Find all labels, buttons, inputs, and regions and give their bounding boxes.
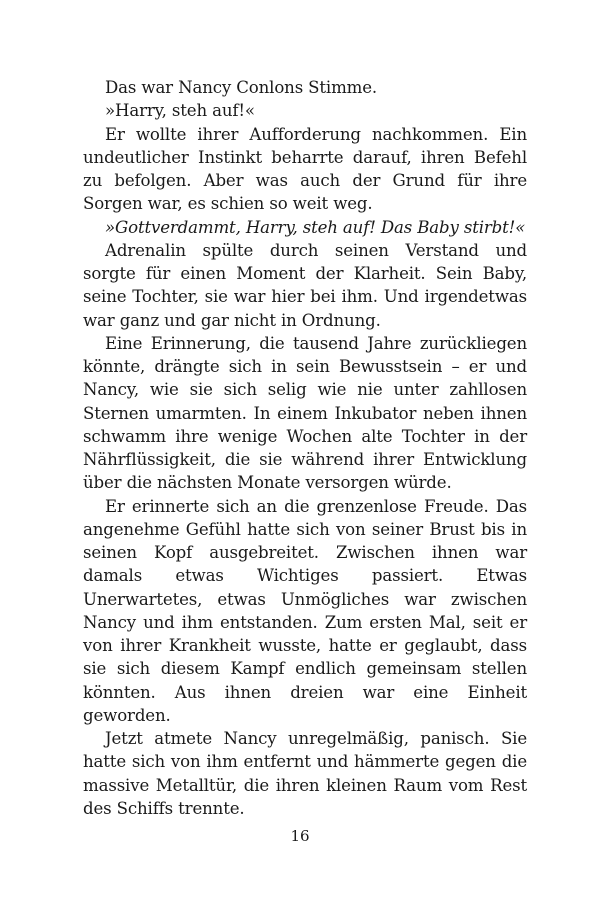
paragraph: Er wollte ihrer Aufforderung nachkommen. Ein undeutlicher Instinkt beharrte darauf, ihren Befehl zu befolgen. Aber was auch der Grund für ihre Sorgen war, es schien so weit weg. [83,124,527,214]
paragraph: Adrenalin spülte durch seinen Verstand und sorgte für einen Moment der Klarheit. Sein Baby, seine Tochter, sie war hier bei ihm. Und irgendetwas war ganz und gar nicht in Ordnung. [83,240,527,330]
paragraph: Das war Nancy Conlons Stimme. [105,78,378,97]
paragraph: Er erinnerte sich an die grenzenlose Freude. Das angenehme Gefühl hatte sich von seiner Brust bis in seinen Kopf ausgebreitet. Zwischen ihnen war damals etwas Wichtiges passiert. Etwas Unerwartetes, etwas Unmögliches war zwischen Nancy und ihm entstanden. Zum ersten Mal, seit er von ihrer Krankheit wusste, hatte er geglaubt, dass sie sich diesem Kampf endlich gemeinsam stellen könnten. Aus ihnen dreien war eine Einheit geworden. [83,496,527,725]
paragraph-italic [83,216,527,239]
paragraph: Eine Erinnerung, die tausend Jahre zurückliegen könnte, drängte sich in sein Bewusstsein – er und Nancy, wie sie sich selig wie nie unter zahllosen Sternen umarmten. In einem Inkubator neben ihnen schwamm ihre wenige Wochen alte Tochter in der Nährflüssigkeit, die sie während ihrer Entwicklung über die nächsten Monate versorgen würde. [83,333,527,493]
paragraph: Jetzt atmete Nancy unregelmäßig, panisch. Sie hatte sich von ihm entfernt und hämmerte gegen die massive Metalltür, die ihren kleinen Raum vom Rest des Schiffs trennte. [83,729,527,818]
body-text [83,76,527,820]
page-number: 16 [290,827,310,845]
paragraph: »Harry, steh auf!« [105,101,255,121]
italic-dialogue: »Gottverdammt, Harry, steh auf! Das Baby stirbt!« [105,217,526,237]
